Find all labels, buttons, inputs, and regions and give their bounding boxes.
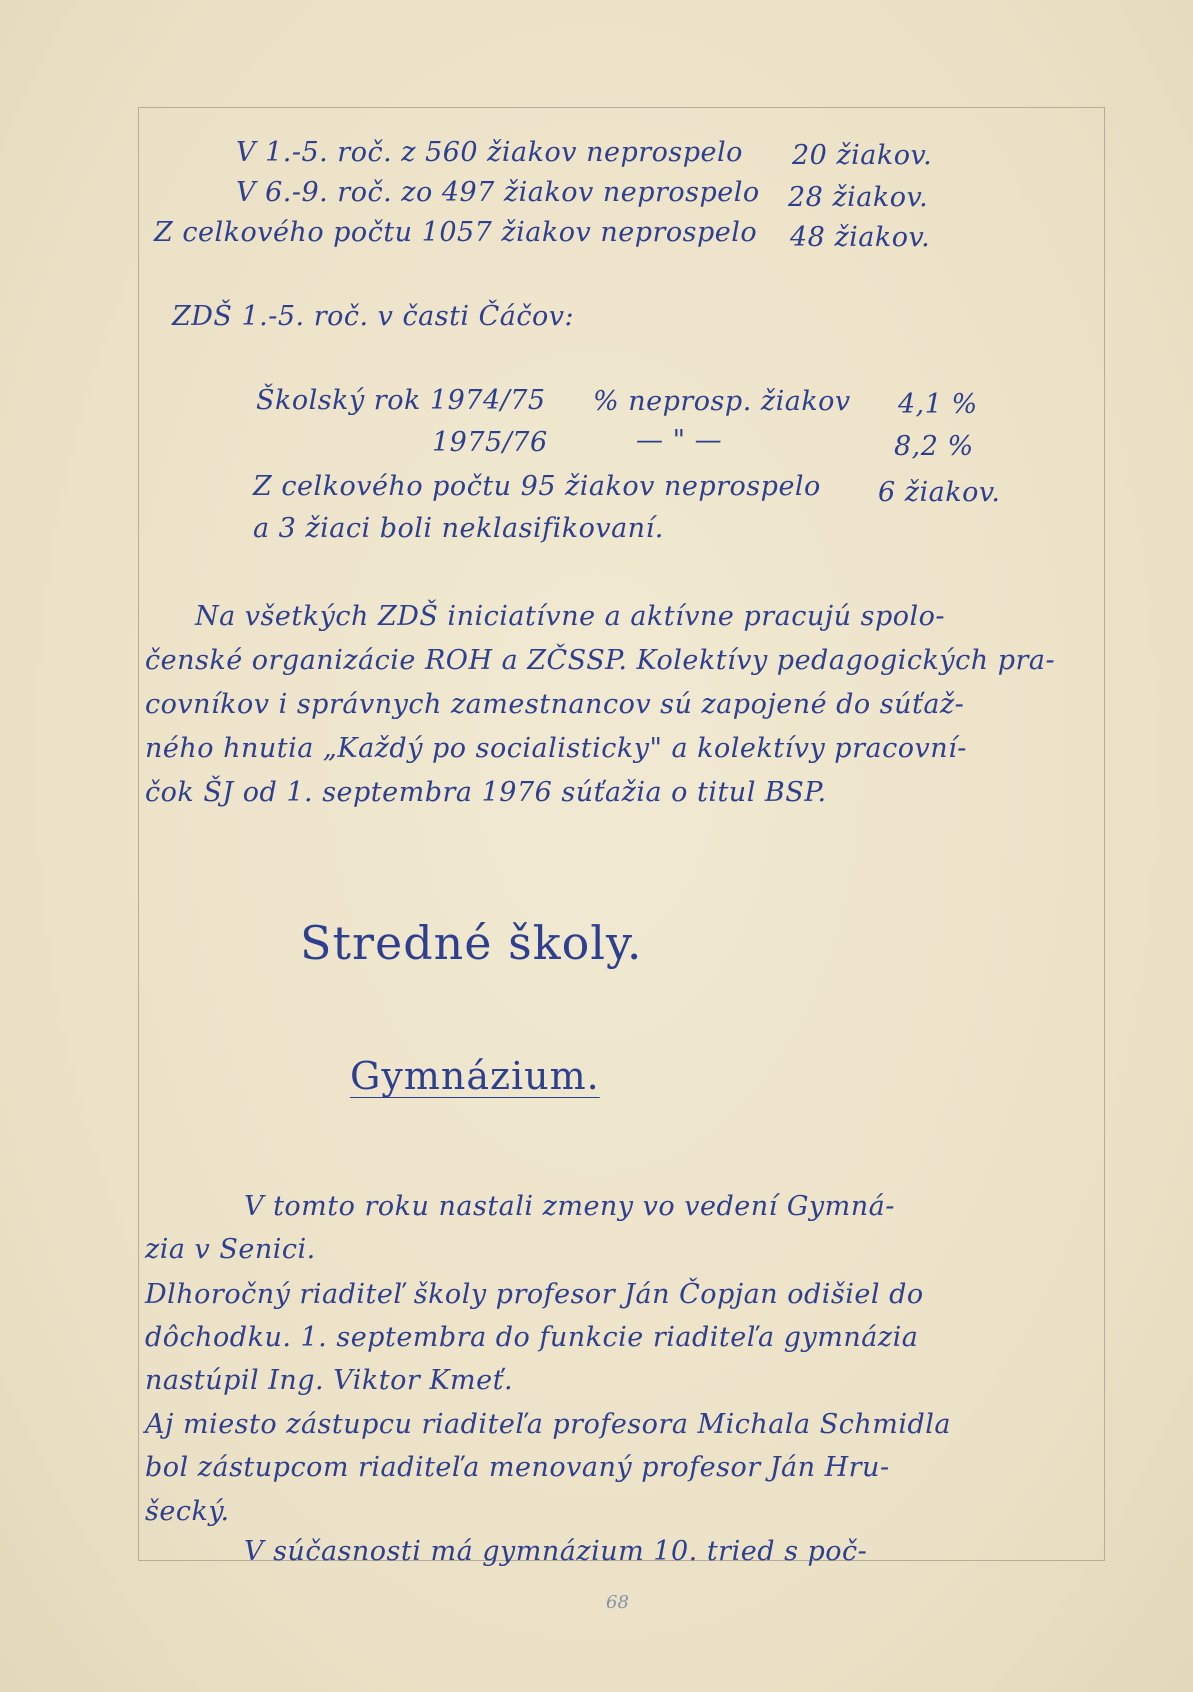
text-line: Z celkového počtu 95 žiakov neprospelo: [253, 471, 821, 502]
section-heading: Stredné školy.: [300, 916, 643, 970]
text-line: bol zástupcom riaditeľa menovaný profesor Ján Hru-: [145, 1452, 890, 1483]
text-line: Školský rok 1974/75: [256, 385, 546, 416]
text-line: 8,2 %: [894, 431, 974, 462]
subsection-heading: Gymnázium.: [350, 1054, 600, 1098]
text-line: V súčasnosti má gymnázium 10. tried s poč-: [244, 1536, 868, 1567]
text-line: V 1.-5. roč. z 560 žiakov neprospelo: [236, 137, 743, 168]
text-line: a 3 žiaci boli neklasifikovaní.: [253, 513, 664, 544]
text-line: 28 žiakov.: [788, 182, 929, 213]
text-line: Dlhoročný riaditeľ školy profesor Ján Čopjan odišiel do: [145, 1279, 924, 1310]
text-line: 20 žiakov.: [792, 140, 933, 171]
text-line: ného hnutia „Každý po socialisticky" a kolektívy pracovní-: [145, 733, 967, 764]
text-line: Aj miesto zástupcu riaditeľa profesora Michala Schmidla: [145, 1409, 951, 1440]
text-line: Na všetkých ZDŠ iniciatívne a aktívne pracujú spolo-: [195, 601, 946, 632]
text-line: — " —: [636, 425, 723, 456]
text-line: čenské organizácie ROH a ZČSSP. Kolektívy pedagogických pra-: [145, 645, 1056, 676]
text-line: 4,1 %: [898, 389, 978, 420]
text-line: šecký.: [145, 1496, 230, 1527]
text-line: 6 žiakov.: [878, 477, 1001, 508]
text-line: nastúpil Ing. Viktor Kmeť.: [145, 1365, 514, 1396]
text-line: 1975/76: [432, 427, 548, 458]
text-line: zia v Senici.: [145, 1234, 316, 1265]
text-line: 48 žiakov.: [790, 222, 931, 253]
text-line: dôchodku. 1. septembra do funkcie riaditeľa gymnázia: [145, 1322, 919, 1353]
text-line: V tomto roku nastali zmeny vo vedení Gymná-: [244, 1191, 895, 1222]
text-line: Z celkového počtu 1057 žiakov neprospelo: [154, 217, 758, 248]
text-line: covníkov i správnych zamestnancov sú zapojené do súťaž-: [145, 689, 965, 720]
page-number: 68: [606, 1592, 629, 1613]
text-line: % neprosp. žiakov: [593, 386, 851, 417]
text-line: V 6.-9. roč. zo 497 žiakov neprospelo: [236, 177, 760, 208]
text-line: ZDŠ 1.-5. roč. v časti Čáčov:: [172, 301, 575, 332]
text-line: čok ŠJ od 1. septembra 1976 súťažia o titul BSP.: [145, 777, 827, 808]
